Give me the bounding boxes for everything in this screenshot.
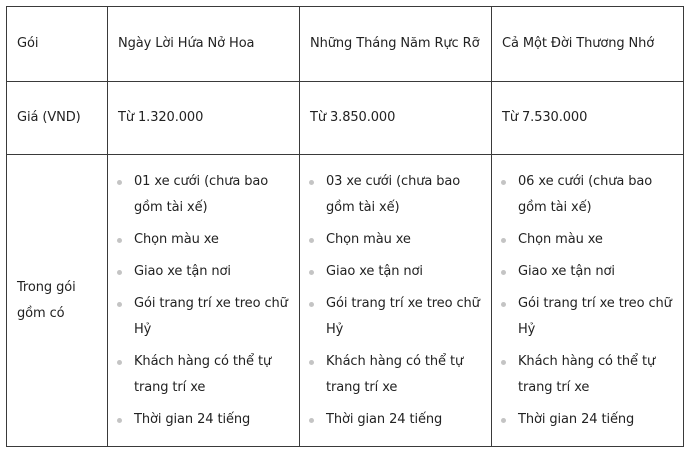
feature-item <box>326 291 485 343</box>
price-row <box>7 82 684 155</box>
feature-text: Giao xe tận nơi <box>518 263 615 279</box>
feature-text: Khách hàng có thể tự trang trí xe <box>326 353 464 395</box>
feature-item <box>518 169 677 221</box>
feature-item <box>518 227 677 253</box>
feature-item <box>134 407 293 433</box>
feature-text: Chọn màu xe <box>134 231 219 247</box>
bullet-icon <box>501 238 506 243</box>
feature-text: Thời gian 24 tiếng <box>518 411 635 427</box>
feature-list <box>492 169 683 433</box>
feature-item <box>326 349 485 401</box>
features-cell <box>108 155 300 447</box>
feature-text: Khách hàng có thể tự trang trí xe <box>518 353 656 395</box>
bullet-icon <box>117 418 122 423</box>
feature-text: Gói trang trí xe treo chữ Hỷ <box>326 295 480 337</box>
feature-text: Khách hàng có thể tự trang trí xe <box>134 353 272 395</box>
bullet-icon <box>117 270 122 275</box>
feature-text: 06 xe cưới (chưa bao gồm tài xế) <box>518 173 653 215</box>
feature-text: Gói trang trí xe treo chữ Hỷ <box>134 295 288 337</box>
package-name-cell: Cả Một Đời Thương Nhớ <box>492 7 684 82</box>
bullet-icon <box>117 238 122 243</box>
feature-item <box>326 227 485 253</box>
feature-item <box>134 349 293 401</box>
bullet-icon <box>309 270 314 275</box>
bullet-icon <box>309 302 314 307</box>
price-cell: Từ 3.850.000 <box>300 82 492 155</box>
bullet-icon <box>309 180 314 185</box>
feature-item <box>326 169 485 221</box>
feature-item <box>134 227 293 253</box>
bullet-icon <box>501 360 506 365</box>
bullet-icon <box>309 418 314 423</box>
package-name-cell: Ngày Lời Hứa Nở Hoa <box>108 7 300 82</box>
feature-text: Thời gian 24 tiếng <box>134 411 251 427</box>
feature-list <box>300 169 491 433</box>
pricing-table <box>6 6 684 447</box>
row-label-includes <box>7 155 108 447</box>
row-label-package: Gói <box>7 7 108 82</box>
feature-item <box>134 169 293 221</box>
feature-item <box>518 291 677 343</box>
feature-item <box>134 259 293 285</box>
bullet-icon <box>309 238 314 243</box>
feature-text: Gói trang trí xe treo chữ Hỷ <box>518 295 672 337</box>
bullet-icon <box>117 180 122 185</box>
feature-text: Giao xe tận nơi <box>326 263 423 279</box>
feature-item <box>134 291 293 343</box>
includes-label-text: Trong gói gồm có <box>17 279 76 321</box>
bullet-icon <box>501 302 506 307</box>
feature-text: Thời gian 24 tiếng <box>326 411 443 427</box>
feature-text: Chọn màu xe <box>518 231 603 247</box>
feature-item <box>518 349 677 401</box>
bullet-icon <box>501 180 506 185</box>
includes-row <box>7 155 684 447</box>
feature-item <box>518 407 677 433</box>
features-cell <box>492 155 684 447</box>
feature-text: Giao xe tận nơi <box>134 263 231 279</box>
feature-text: Chọn màu xe <box>326 231 411 247</box>
package-name-cell: Những Tháng Năm Rực Rỡ <box>300 7 492 82</box>
feature-list <box>108 169 299 433</box>
bullet-icon <box>501 270 506 275</box>
feature-item <box>326 407 485 433</box>
feature-item <box>326 259 485 285</box>
features-cell <box>300 155 492 447</box>
feature-item <box>518 259 677 285</box>
feature-text: 03 xe cưới (chưa bao gồm tài xế) <box>326 173 461 215</box>
feature-text: 01 xe cưới (chưa bao gồm tài xế) <box>134 173 269 215</box>
bullet-icon <box>117 302 122 307</box>
bullet-icon <box>309 360 314 365</box>
row-label-price: Giá (VND) <box>7 82 108 155</box>
bullet-icon <box>501 418 506 423</box>
price-cell: Từ 7.530.000 <box>492 82 684 155</box>
price-cell: Từ 1.320.000 <box>108 82 300 155</box>
bullet-icon <box>117 360 122 365</box>
package-name-row <box>7 7 684 82</box>
